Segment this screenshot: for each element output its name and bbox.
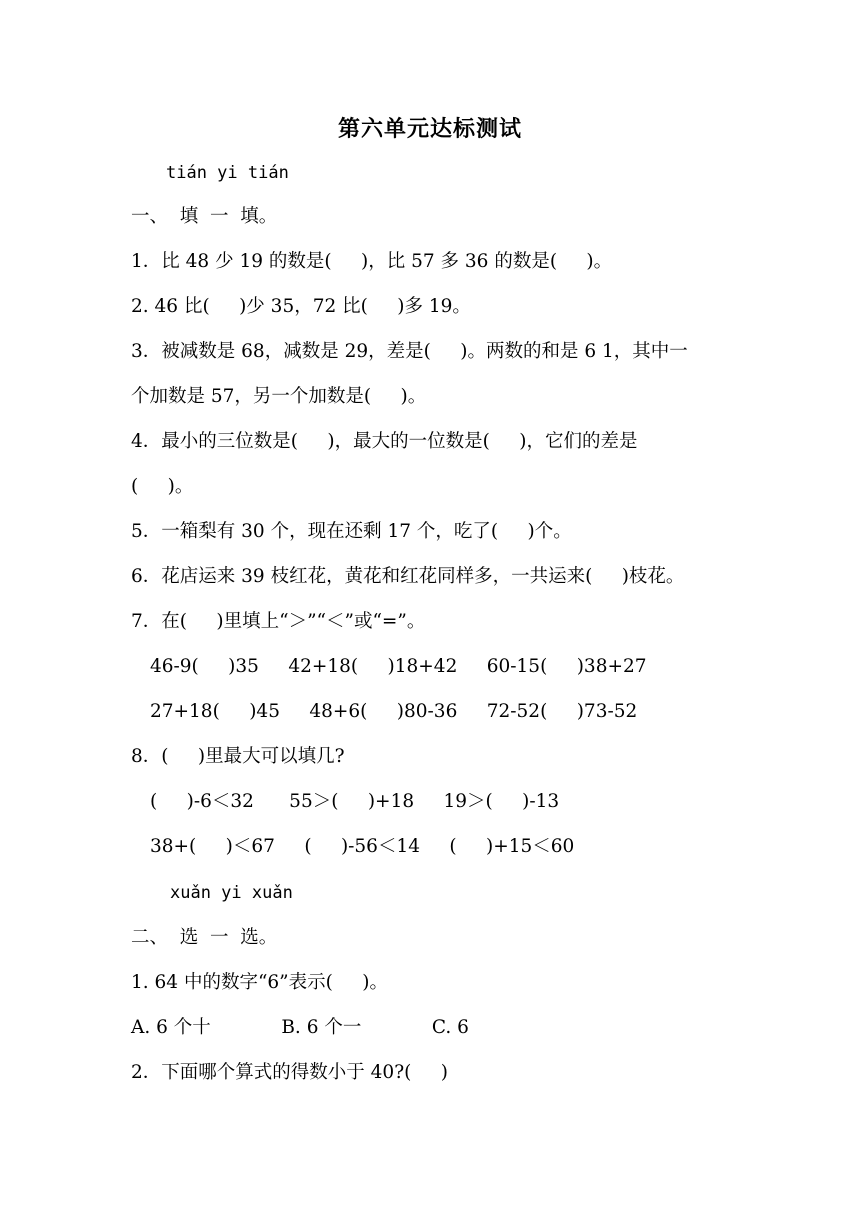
question-2-1: 1. 64 中的数字“6”表示( )。 <box>131 972 388 993</box>
question-1-6: 6．花店运来 39 枝红花，黄花和红花同样多，一共运来( )枝花。 <box>131 566 685 587</box>
page-title: 第六单元达标测试 <box>337 117 522 142</box>
question-1-7-row2: 27+18( )45 48+6( )80-36 72-52( )73-52 <box>150 701 638 722</box>
section1-pinyin: tián yi tián <box>166 163 289 183</box>
question-1-8-row1: ( )-6＜32 55＞( )+18 19＞( )-13 <box>150 791 560 812</box>
question-1-7: 7．在( )里填上“＞”“＜”或“=”。 <box>131 611 426 632</box>
section1-heading: 一、 填 一 填。 <box>131 206 278 227</box>
section2-heading: 二、 选 一 选。 <box>131 927 278 948</box>
question-1-4-line1: 4．最小的三位数是( )，最大的一位数是( )，它们的差是 <box>131 431 638 452</box>
question-1-1: 1．比 48 少 19 的数是( )，比 57 多 36 的数是( )。 <box>131 251 613 272</box>
question-1-3-line1: 3．被减数是 68，减数是 29，差是( )。两数的和是 6 1，其中一 <box>131 341 688 362</box>
question-1-8-row2: 38+( )＜67 ( )-56＜14 ( )+15＜60 <box>150 836 575 857</box>
question-1-7-row1: 46-9( )35 42+18( )18+42 60-15( )38+27 <box>150 656 647 677</box>
question-1-3-line2: 个加数是 57，另一个加数是( )。 <box>131 386 427 407</box>
question-1-5: 5．一箱梨有 30 个，现在还剩 17 个，吃了( )个。 <box>131 521 572 542</box>
section2-pinyin: xuǎn yi xuǎn <box>170 883 293 903</box>
question-1-2: 2. 46 比( )少 35，72 比( )多 19。 <box>131 296 471 317</box>
question-1-8: 8．( )里最大可以填几? <box>131 746 345 767</box>
question-2-1-options: A. 6 个十 B. 6 个一 C. 6 <box>131 1017 469 1038</box>
question-1-4-line2: ( )。 <box>131 476 194 497</box>
question-2-2: 2．下面哪个算式的得数小于 40?( ) <box>131 1062 448 1083</box>
